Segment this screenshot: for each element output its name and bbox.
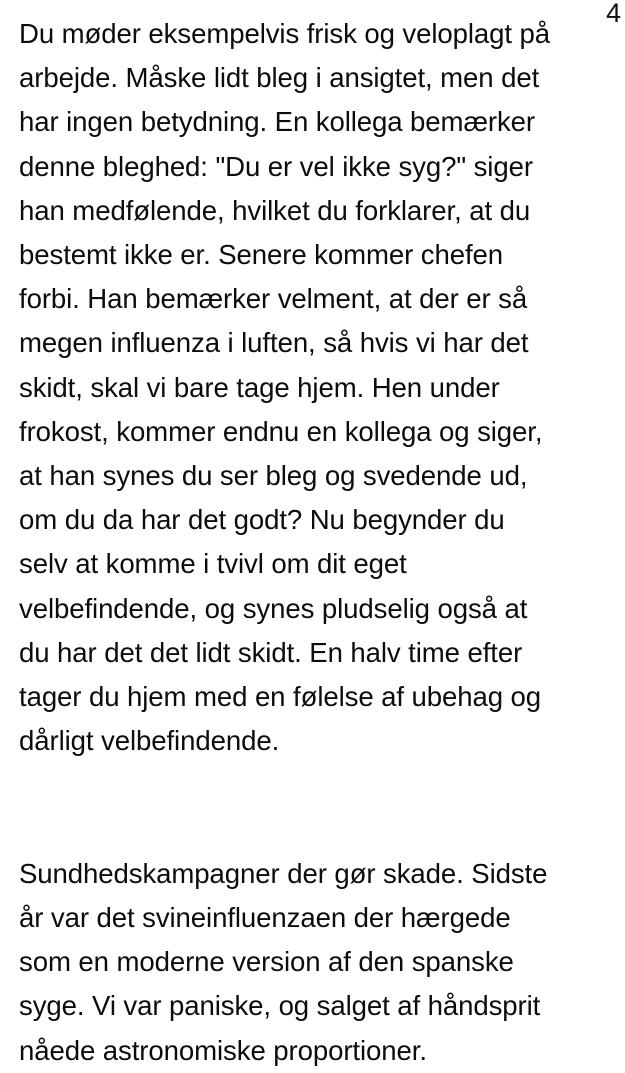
- text-line: bestemt ikke er. Senere kommer chefen: [19, 239, 504, 271]
- text-line: år var det svineinfluenzaen der hærgede: [19, 902, 511, 934]
- article-body: [19, 12, 604, 1073]
- text-line: Du møder eksempelvis frisk og veloplagt på: [19, 18, 551, 49]
- paragraph-spacer: [19, 763, 604, 851]
- text-line: tager du hjem med en følelse af ubehag og: [19, 681, 542, 713]
- text-line: dårligt velbefindende.: [19, 725, 280, 757]
- paragraph-2: [19, 852, 604, 1073]
- text-line: som en moderne version af den spanske: [19, 946, 514, 978]
- paragraph-1: [19, 12, 604, 763]
- text-line: syge. Vi var paniske, og salget af håndsprit: [19, 990, 541, 1022]
- text-line: har ingen betydning. En kollega bemærker: [19, 106, 535, 138]
- text-line: denne bleghed: "Du er vel ikke syg?" siger: [19, 150, 533, 182]
- text-line: om du da har det godt? Nu begynder du: [19, 504, 505, 536]
- text-line: nåede astronomiske proportioner.: [19, 1034, 427, 1066]
- text-line: frokost, kommer endnu en kollega og siger,: [19, 415, 543, 447]
- text-line: Sundhedskampagner der gør skade. Sidste: [19, 857, 548, 889]
- text-line: han medfølende, hvilket du forklarer, at du: [19, 194, 531, 226]
- text-line: velbefindende, og synes pludselig også at: [19, 592, 528, 624]
- text-line: arbejde. Måske lidt bleg i ansigtet, men det: [19, 62, 540, 94]
- page-number: 4: [605, 0, 621, 28]
- text-line: forbi. Han bemærker velment, at der er så: [19, 283, 528, 315]
- text-line: du har det det lidt skidt. En halv time efter: [19, 636, 523, 668]
- text-line: selv at komme i tvivl om dit eget: [19, 548, 407, 580]
- text-line: megen influenza i luften, så hvis vi har det: [19, 327, 529, 359]
- text-line: skidt, skal vi bare tage hjem. Hen under: [19, 371, 500, 403]
- text-line: at han synes du ser bleg og svedende ud,: [19, 460, 528, 492]
